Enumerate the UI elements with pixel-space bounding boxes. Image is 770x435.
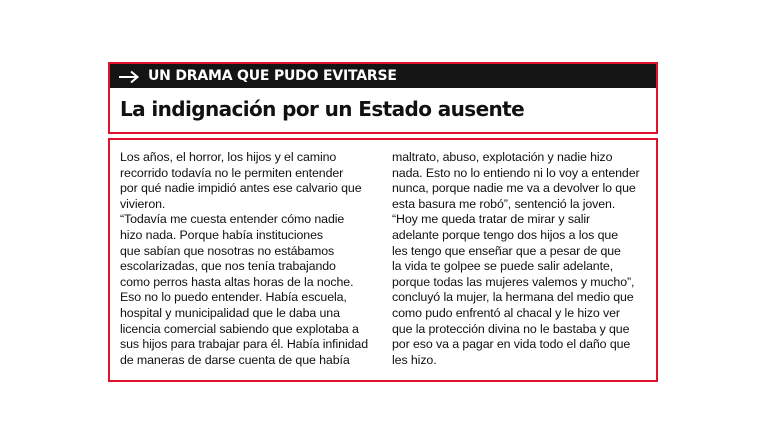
text-line: que sabían que nosotras no estábamos bbox=[120, 243, 335, 258]
text-line: Eso no lo puedo entender. Había escuela, bbox=[120, 290, 347, 305]
text-line: hospital y municipalidad que le daba una bbox=[120, 305, 340, 320]
text-line: de maneras de darse cuenta de que había bbox=[120, 352, 350, 367]
text-line: porque todas las mujeres valemos y mucho”, bbox=[392, 274, 635, 289]
text-line: recorrido todavía no le permiten entender bbox=[120, 165, 344, 180]
text-line: por eso va a pagar en vida todo el daño que bbox=[392, 337, 631, 352]
text-line: maltrato, abuso, explotación y nadie hizo bbox=[392, 150, 613, 164]
text-line: “Hoy me queda tratar de mirar y salir bbox=[392, 212, 591, 227]
left-column bbox=[120, 150, 382, 368]
text-line: como pudo enfrentó al chacal y le hizo ver bbox=[392, 305, 620, 320]
text-line: hizo nada. Porque había instituciones bbox=[120, 227, 323, 242]
text-line: que la protección divina no le bastaba y que bbox=[392, 321, 630, 336]
header-box bbox=[108, 62, 658, 134]
right-column bbox=[392, 150, 654, 368]
text-line: vivieron. bbox=[120, 196, 166, 211]
headline: La indignación por un Estado ausente bbox=[120, 97, 525, 121]
text-line: nada. Esto no lo entiendo ni lo voy a entender bbox=[392, 165, 640, 180]
text-line: sus hijos para trabajar para él. Había infinidad bbox=[120, 337, 368, 352]
arrow-right-icon bbox=[118, 69, 140, 83]
kicker-bar bbox=[110, 64, 656, 88]
text-line: Los años, el horror, los hijos y el camino bbox=[120, 150, 337, 164]
text-line: la vida te golpee se puede salir adelante, bbox=[392, 259, 614, 274]
article-body bbox=[108, 138, 658, 382]
text-line: les tengo que enseñar que a pesar de que bbox=[392, 243, 621, 258]
text-line: como perros hasta altas horas de la noche. bbox=[120, 274, 354, 289]
text-line: escolarizadas, que nos tenía trabajando bbox=[120, 259, 336, 274]
text-line: “Todavía me cuesta entender cómo nadie bbox=[120, 212, 345, 227]
text-line: adelante porque tengo dos hijos a los que bbox=[392, 227, 618, 242]
text-line: les hizo. bbox=[392, 352, 437, 367]
kicker-text: UN DRAMA QUE PUDO EVITARSE bbox=[148, 68, 397, 84]
text-line: por qué nadie impidió antes ese calvario que bbox=[120, 181, 362, 196]
text-line: licencia comercial sabiendo que explotaba a bbox=[120, 321, 359, 336]
text-line: concluyó la mujer, la hermana del medio que bbox=[392, 290, 634, 305]
text-line: nunca, porque nadie me va a devolver lo que bbox=[392, 181, 636, 196]
text-line: esta basura me robó”, sentenció la joven. bbox=[392, 196, 616, 211]
